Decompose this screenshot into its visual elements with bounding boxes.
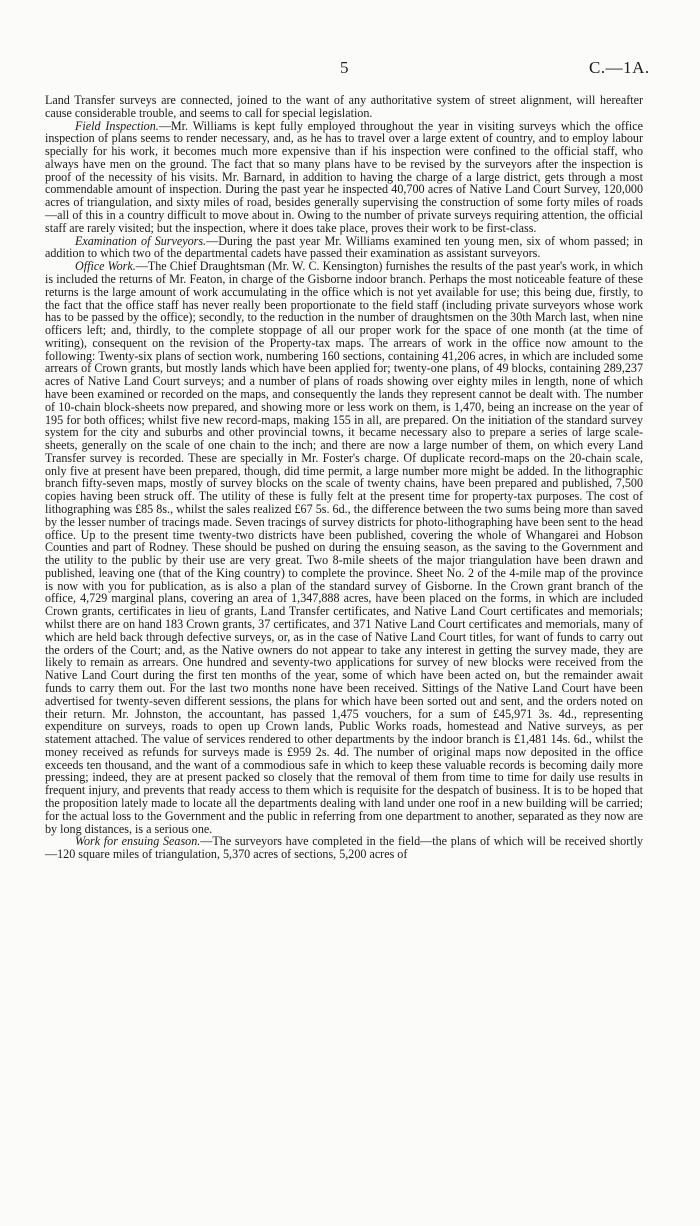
paragraph-text: —The Chief Draughtsman (Mr. W. C. Kensington) furnishes the results of the past year's work, in which is included the returns of Mr. Featon, in charge of the Gisborne indoor branch. Perhaps the most noticeable feature of these returns is the large amount of work accumulating in the office which is not yet available for use; this being due, firstly, to the fact that the office staff has never really been proportionate to the field staff (including private surveyors whose work has to be passed by the office); secondly, to the reduction in the number of draughtsmen on the 30th March last, when nine officers left; and, thirdly, to the complete stoppage of all our proper work for the space of one month (at the time of writing), consequent on the revision of the Property-tax maps. The arrears of work in the office now amount to the following: Twenty-six plans of section work, numbering 160 sections, containing 41,206 acres, in which are included some arrears of Crown grants, but mostly lands which have been applied for; twenty-one plans, of 49 blocks, containing 289,237 acres of Native Land Court surveys; and a number of plans of roads showing over eighty miles in length, none of which have been examined or recorded on the maps, and consequently the lands they represent cannot be dealt with. The number of 10-chain block-sheets now prepared, and showing more or less work on them, is 1,470, being an increase on the year of 195 for both offices; whilst five new record-maps, making 155 in all, are prepared. On the initiation of the standard survey system for the city and suburbs and other provincial towns, it became necessary also to prepare a series of large scale-sheets, generally on the scale of one chain to the inch; and there are now a large number of them, on which every Land Transfer survey is recorded. These are specially in Mr. Foster's charge. Of duplicate record-maps on the 20-chain scale, only five at present have been prepared, though, did time permit, a large number more might be added. In the lithographic branch fifty-seven maps, mostly of survey blocks on the scale of twenty chains, have been prepared and published, 7,500 copies having been struck off. The utility of these is fully felt at the present time for property-tax purposes. The cost of lithographing was £85 8s., whilst the sales realized £67 5s. 6d., the difference between the two sums being more than saved by the lesser number of tracings made. Seven tracings of survey districts for photo-lithographing have been sent to the head office. Up to the present time twenty-two districts have been published, covering the whole of Whangarei and Hobson Counties and part of Rodney. These should be pushed on during the ensuing season, as the saving to the Government and the utility to the public by their use are very great. Two 8-mile sheets of the major triangulation have been drawn and published, leaving one (that of the King country) to complete the province. Sheet No. 2 of the 4-mile map of the province is now with you for publication, as is also a plan of the standard survey of Gisborne. In the Crown grant branch of the office, 4,729 marginal plans, covering an area of 1,347,888 acres, have been placed on the forms, in which are included Crown grants, certificates in lieu of grants, Land Transfer certificates, and Native Land Court certificates and memorials; whilst there are on hand 183 Crown grants, 37 certificates, and 371 Native Land Court certificates and memorials, many of which are held back through defective surveys, or, as in the case of Native Land Court titles, for want of funds to carry out the orders of the Court; and, as the Native owners do not appear to take any interest in getting the survey made, they are likely to remain as arrears. One hundred and seventy-two applications for survey of new blocks were received from the Native Land Court during the first ten months of the year, some of which have been acted on, but the remainder await funds to carry them out. For the last two months none have been received. Sittings of the Native Land Court have been advertised for twenty-seven different sessions, the plans for which have been sorted out and sent, and the orders noted on their return. Mr. Johnston, the accountant, has passed 1,475 vouchers, for a sum of £45,971 3s. 4d., representing expenditure on surveys, roads to open up Crown lands, Public Works roads, homestead and Native surveys, as per statement attached. The value of services rendered to other departments by the indoor branch is £1,481 14s. 6d., whilst the money received as refunds for surveys made is £959 2s. 4d. The number of original maps now deposited in the office exceeds ten thousand, and the want of a commodious safe in which to keep these valuable records is becoming daily more pressing; indeed, they are at present packed so closely that the removal of them from time to time for daily use results in frequent injury, and prevents that ready access to them which is requisite for the despatch of business. It is to be hoped that the proposition lately made to locate all the departments dealing with land under one roof in a new building will be carried; for the actual loss to the Government and the public in referring from one department to another, separated as they now are by long distances, is a serious one.	[45, 259, 644, 836]
body-text	[45, 94, 643, 861]
section-heading: Work for ensuing Season.	[75, 834, 201, 849]
page-header	[0, 58, 700, 78]
section-heading: Examination of Surveyors.	[75, 233, 207, 248]
paragraph-text: —Mr. Williams is kept fully employed throughout the year in visiting surveys which the office inspection of plans seems to render necessary, and, as he has to travel over a large extent of country, and to employ labour specially for his work, it becomes much more expensive than if his inspection were confined to the official staff, who always have men on the ground. The fact that so many plans have to be revised by the surveyors after the inspection is proof of the necessity of his visits. Mr. Barnard, in addition to having the charge of a large district, gets through a most commendable amount of inspection. During the past year he inspected 40,700 acres of Native Land Court Survey, 120,000 acres of triangulation, and sixty miles of road, besides generally supervising the construction of some forty miles of roads—all of this in a country difficult to move about in. Owing to the number of private surveys requiring attention, the official staff are rarely visited; but the inspection, where it does take place, proves their work to be first-class.	[45, 118, 643, 235]
paragraph-work-for-ensuing-season	[45, 835, 643, 861]
paragraph-text: —During the past year Mr. Williams examined ten young men, six of whom passed; in addition to which two of the departmental cadets have passed their examination as assistant surveyors.	[45, 233, 643, 261]
paragraph-text: Land Transfer surveys are connected, joined to the want of any authoritative system of street alignment, will hereafter cause considerable trouble, and seems to call for special legislation.	[45, 93, 643, 120]
section-heading: Office Work.	[75, 259, 136, 274]
paragraph-continuation	[45, 94, 643, 120]
paragraph-examination-of-surveyors	[45, 235, 643, 261]
document-reference: C.—1A.	[589, 58, 650, 77]
section-heading: Field Inspection.	[75, 118, 159, 133]
paragraph-office-work	[45, 260, 643, 835]
paragraph-text: —The surveyors have completed in the field—the plans of which will be received shortly—120 square miles of triangulation, 5,370 acres of sections, 5,200 acres of	[45, 834, 643, 862]
paragraph-field-inspection	[45, 120, 643, 235]
page-number: 5	[340, 58, 349, 77]
